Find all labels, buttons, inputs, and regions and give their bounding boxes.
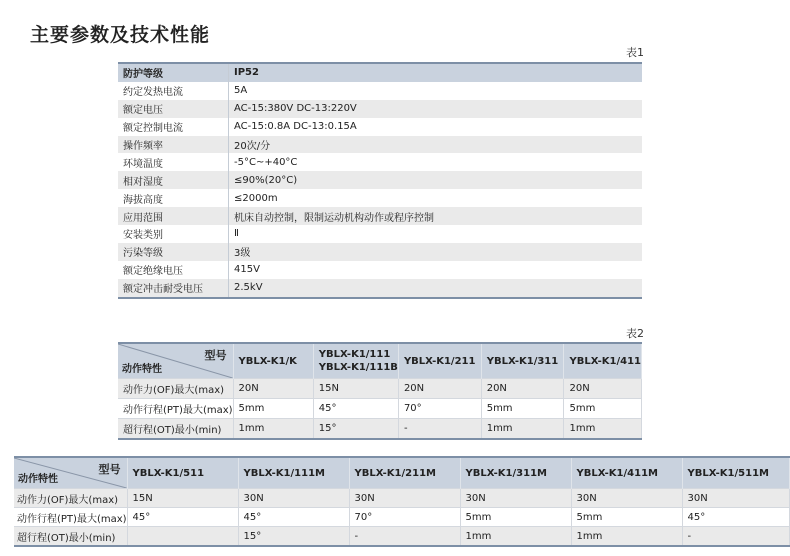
table-row	[118, 136, 642, 154]
table-row	[118, 100, 642, 118]
table-cell	[127, 527, 238, 547]
table-row	[118, 189, 642, 207]
table-cell-value: IP52	[229, 63, 643, 82]
table-cell: 5mm	[571, 508, 682, 527]
table-cell-key: 应用范围	[118, 207, 229, 225]
table-cell: 20N	[564, 379, 642, 399]
model-header: YBLX-K1/K	[233, 343, 313, 379]
table-row	[14, 527, 790, 547]
table-cell-key: 操作频率	[118, 136, 229, 154]
model-characteristics-table-1	[118, 342, 642, 440]
table-cell: 45°	[682, 508, 789, 527]
table-row	[14, 508, 790, 527]
table-cell: 45°	[127, 508, 238, 527]
table-cell-key: 污染等级	[118, 243, 229, 261]
table-cell-key: 额定绝缘电压	[118, 261, 229, 279]
table-cell: 30N	[571, 489, 682, 508]
table-cell-key: 额定冲击耐受电压	[118, 279, 229, 298]
table-cell: 15°	[238, 527, 349, 547]
table-cell-value: -5°C~+40°C	[229, 153, 643, 171]
row-label: 动作力(OF)最大(max)	[14, 489, 127, 508]
row-label: 动作力(OF)最大(max)	[118, 379, 233, 399]
corner-model-label: 型号	[204, 349, 227, 362]
table-cell: 1mm	[233, 419, 313, 440]
table-cell-key: 防护等级	[118, 63, 229, 82]
table-cell-value: ≤2000m	[229, 189, 643, 207]
table-cell: -	[398, 419, 481, 440]
table-cell: 5mm	[481, 399, 564, 419]
table1-caption: 表1	[626, 46, 644, 59]
model-header: YBLX-K1/511M	[682, 457, 789, 489]
table-cell: 45°	[313, 399, 398, 419]
table-cell: 30N	[460, 489, 571, 508]
table2-caption: 表2	[626, 327, 644, 340]
table-cell-value: 2.5kV	[229, 279, 643, 298]
table-header-row	[118, 63, 642, 82]
table-cell: 15°	[313, 419, 398, 440]
table-cell: 45°	[238, 508, 349, 527]
table-cell: 5mm	[564, 399, 642, 419]
table-cell: 1mm	[564, 419, 642, 440]
corner-characteristic-label: 动作特性	[122, 364, 162, 375]
model-header: YBLX-K1/411	[564, 343, 642, 379]
model-header: YBLX-K1/211	[398, 343, 481, 379]
table-cell: -	[682, 527, 789, 547]
row-label: 动作行程(PT)最大(max)	[14, 508, 127, 527]
table-cell: 1mm	[481, 419, 564, 440]
table-cell: 30N	[238, 489, 349, 508]
table-cell-key: 海拔高度	[118, 189, 229, 207]
table-cell-value: 5A	[229, 82, 643, 100]
table-cell: 30N	[682, 489, 789, 508]
table-cell: 70°	[349, 508, 460, 527]
table-cell-key: 相对湿度	[118, 171, 229, 189]
table-row	[14, 489, 790, 508]
table-cell: 5mm	[233, 399, 313, 419]
table-header-row	[14, 457, 790, 489]
corner-model-label: 型号	[98, 463, 121, 476]
table-cell: 15N	[313, 379, 398, 399]
table-cell: 20N	[398, 379, 481, 399]
table-cell-key: 额定控制电流	[118, 118, 229, 136]
table-row	[118, 419, 642, 440]
corner-characteristic-label: 动作特性	[18, 474, 58, 485]
table-row	[118, 82, 642, 100]
table-cell: 1mm	[571, 527, 682, 547]
table-row	[118, 261, 642, 279]
table-header-row	[118, 343, 642, 379]
table-cell-value: 机床自动控制，限制运动机构动作或程序控制	[229, 207, 643, 225]
table-row	[118, 379, 642, 399]
model-header: YBLX-K1/311	[481, 343, 564, 379]
table-cell-value: 3级	[229, 243, 643, 261]
table-cell: -	[349, 527, 460, 547]
table-cell-key: 约定发热电流	[118, 82, 229, 100]
table-row	[118, 225, 642, 243]
model-header: YBLX-K1/111M	[238, 457, 349, 489]
table-row	[118, 279, 642, 298]
table-cell: 30N	[349, 489, 460, 508]
table-cell: 70°	[398, 399, 481, 419]
model-header: YBLX-K1/111 YBLX-K1/111B	[313, 343, 398, 379]
corner-header-cell	[14, 457, 127, 489]
table-row	[118, 118, 642, 136]
page-title: 主要参数及技术性能	[30, 24, 211, 46]
table-row	[118, 153, 642, 171]
row-label: 超行程(OT)最小(min)	[118, 419, 233, 440]
table-cell-key: 额定电压	[118, 100, 229, 118]
table-cell-value: 415V	[229, 261, 643, 279]
row-label: 超行程(OT)最小(min)	[14, 527, 127, 547]
corner-header-cell	[118, 343, 233, 379]
table-cell: 1mm	[460, 527, 571, 547]
table-cell-value: AC-15:0.8A DC-13:0.15A	[229, 118, 643, 136]
table-cell-value: 20次/分	[229, 136, 643, 154]
table-cell-value: ≤90%(20°C)	[229, 171, 643, 189]
model-header: YBLX-K1/411M	[571, 457, 682, 489]
protection-spec-table	[118, 62, 642, 299]
table-row	[118, 399, 642, 419]
model-header: YBLX-K1/511	[127, 457, 238, 489]
table-cell-key: 环境温度	[118, 153, 229, 171]
table-row	[118, 207, 642, 225]
table-cell-value: Ⅱ	[229, 225, 643, 243]
table-cell: 20N	[481, 379, 564, 399]
table-row	[118, 171, 642, 189]
table-cell-key: 安装类别	[118, 225, 229, 243]
model-header: YBLX-K1/311M	[460, 457, 571, 489]
table-cell-value: AC-15:380V DC-13:220V	[229, 100, 643, 118]
row-label: 动作行程(PT)最大(max)	[118, 399, 233, 419]
table-cell: 5mm	[460, 508, 571, 527]
table-row	[118, 243, 642, 261]
table-cell: 20N	[233, 379, 313, 399]
model-header: YBLX-K1/211M	[349, 457, 460, 489]
model-characteristics-table-2	[14, 456, 790, 547]
table-cell: 15N	[127, 489, 238, 508]
